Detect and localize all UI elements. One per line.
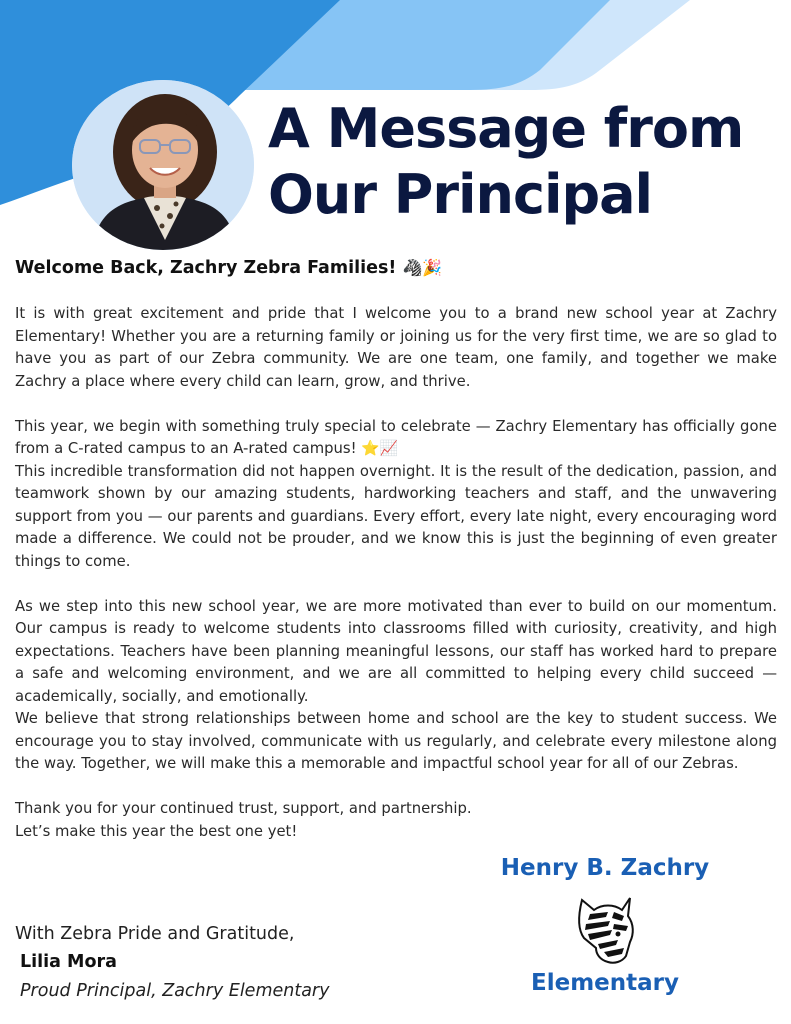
letter-body (15, 303, 777, 843)
greeting-text: Welcome Back, Zachry Zebra Families! (15, 258, 397, 278)
paragraph-spacer (15, 393, 777, 416)
letter-paragraph-4: As we step into this new school year, we are more motivated than ever to build on our momentum. Our campus is ready to welcome students into classrooms filled with curiosity, creativity, and high expectations. Teachers have been planning meaningful lessons, our staff has worked hard to prepare a safe and welcoming environment, and we are all committed to helping every child succeed — academically, socially, and emotionally. (15, 597, 777, 705)
letter-paragraph-5: We believe that strong relationships between home and school are the key to student success. We encourage you to stay involved, communicate with us regularly, and celebrate every milestone along the way. Together, we will make this a memorable and impactful school year for all of our Zebras. (15, 710, 777, 772)
signature-closing: With Zebra Pride and Gratitude, (15, 924, 295, 944)
signature-role: Proud Principal, Zachry Elementary (20, 981, 330, 1001)
paragraph-spacer (15, 776, 777, 799)
greeting-heading (15, 258, 442, 278)
letter-paragraph-1: It is with great excitement and pride that I welcome you to a brand new school year at Zachry Elementary! Whether you are a returning family or joining us for the very first time, we are so glad to have you as part of our Zebra community. We are one team, one family, and together we make Zachry a place where every child can learn, grow, and thrive. (15, 305, 777, 390)
page-title (268, 96, 743, 228)
zebra-party-emoji-icon: 🦓🎉 (402, 258, 443, 277)
page-title-line-2: Our Principal (268, 163, 653, 226)
principal-photo (72, 80, 254, 250)
letter-paragraph-2: This year, we begin with something truly special to celebrate — Zachry Elementary has officially gone from a C-rated campus to an A-rated campus! ⭐📈 (15, 417, 777, 457)
paragraph-spacer (15, 573, 777, 596)
school-logo-line-1: Henry B. Zachry (500, 855, 710, 881)
school-logo-line-2: Elementary (531, 970, 679, 996)
principal-portrait-icon (72, 80, 254, 250)
zebra-icon (568, 890, 644, 966)
letter-paragraph-6: Thank you for your continued trust, support, and partnership. Let’s make this year the best one yet! (15, 800, 472, 840)
letter-paragraph-3: This incredible transformation did not happen overnight. It is the result of the dedication, passion, and teamwork shown by our amazing students, hardworking teachers and staff, and the unwavering support from you — our parents and guardians. Every effort, every late night, every encouraging word made a difference. We could not be prouder, and we know this is just the beginning of even greater things to come. (15, 462, 777, 570)
signature-name: Lilia Mora (20, 952, 117, 972)
page-title-line-1: A Message from (268, 97, 744, 160)
